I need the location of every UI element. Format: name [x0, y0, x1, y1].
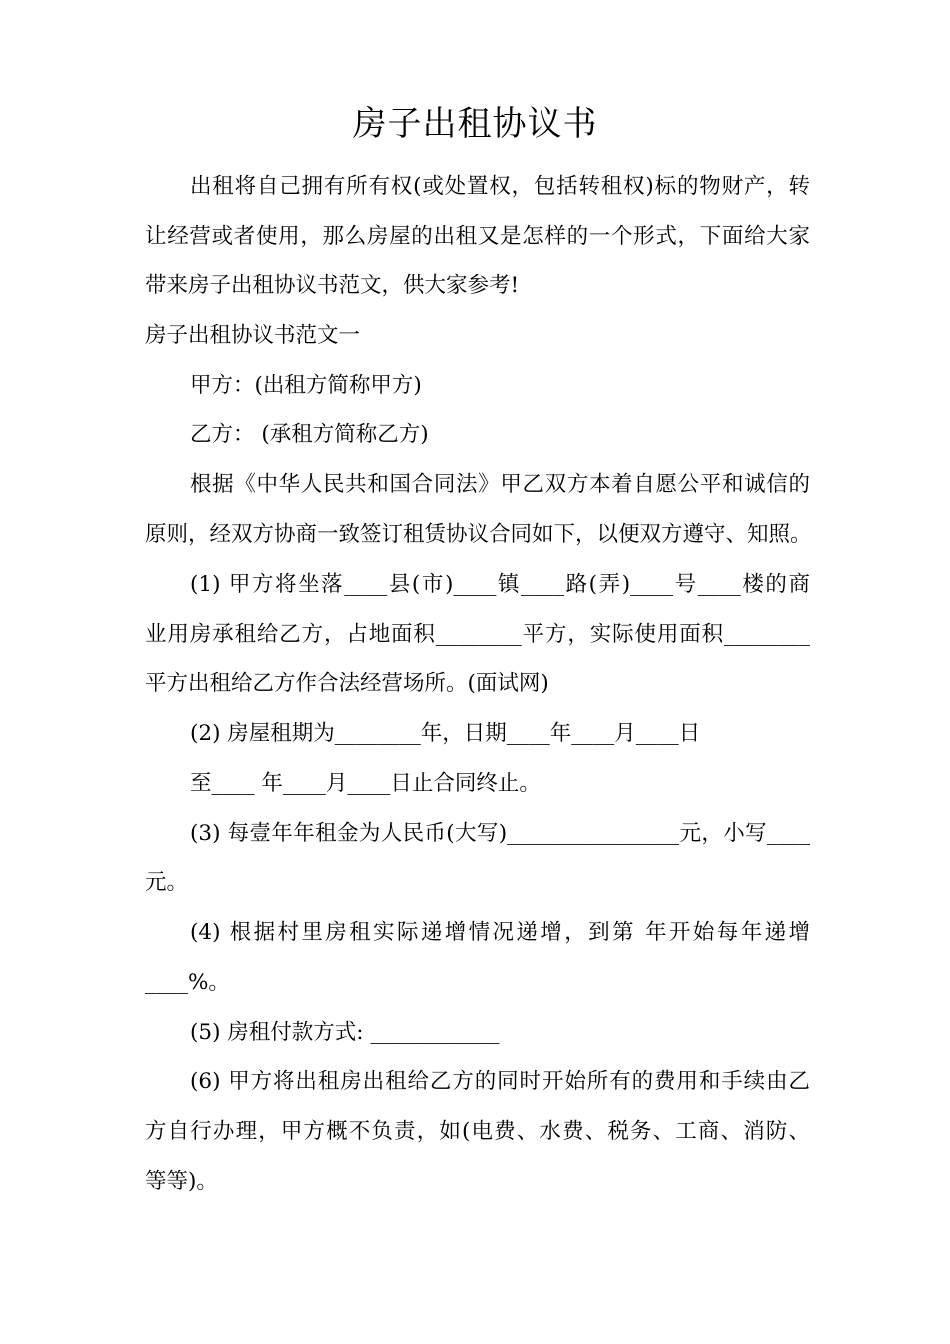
clause-6-line-1: (6) 甲方将出租房出租给乙方的同时开始所有的费用和手续由乙 [190, 1069, 810, 1094]
intro-line-2: 让经营或者使用，那么房屋的出租又是怎样的一个形式，下面给大家 [145, 224, 810, 249]
clause-6-line-2: 方自行办理，甲方概不负责，如(电费、水费、税务、工商、消防、 [145, 1119, 810, 1144]
clause-1-line-3: 平方出租给乙方作合法经营场所。(面试网) [145, 671, 549, 696]
section-heading: 房子出租协议书范文一 [145, 323, 361, 348]
clause-5-line-1: (5) 房租付款方式: ____________ [190, 1020, 500, 1045]
document-title: 房子出租协议书 [352, 104, 598, 144]
clause-2-line-1: (2) 房屋租期为________年，日期____年____月____日 [190, 721, 701, 746]
clause-4-line-1: (4) 根据村里房租实际递增情况递增，到第 年开始每年递增 [190, 920, 810, 945]
clause-3-line-1: (3) 每壹年年租金为人民币(大写)________________元，小写____ [190, 821, 810, 846]
party-a: 甲方：(出租方简称甲方) [190, 373, 422, 398]
intro-line-3: 带来房子出租协议书范文，供大家参考! [145, 273, 520, 298]
clause-4-line-2: ____%。 [145, 970, 230, 995]
clause-3-line-2: 元。 [145, 870, 189, 895]
party-b: 乙方： (承租方简称乙方) [190, 422, 429, 447]
clause-1-line-2: 业用房承租给乙方，占地面积________平方，实际使用面积________ [145, 622, 810, 647]
basis-line-1: 根据《中华人民共和国合同法》甲乙双方本着自愿公平和诚信的 [190, 472, 810, 497]
clause-1-line-1: (1) 甲方将坐落____县(市)____镇____路(弄)____号____楼的商 [190, 572, 810, 597]
clause-2-line-2: 至____ 年____月____日止合同终止。 [190, 771, 541, 796]
basis-line-2: 原则，经双方协商一致签订租赁协议合同如下，以便双方遵守、知照。 [145, 522, 812, 547]
intro-line-1: 出租将自己拥有所有权(或处置权，包括转租权)标的物财产，转 [190, 174, 810, 199]
clause-6-line-3: 等等)。 [145, 1169, 218, 1194]
